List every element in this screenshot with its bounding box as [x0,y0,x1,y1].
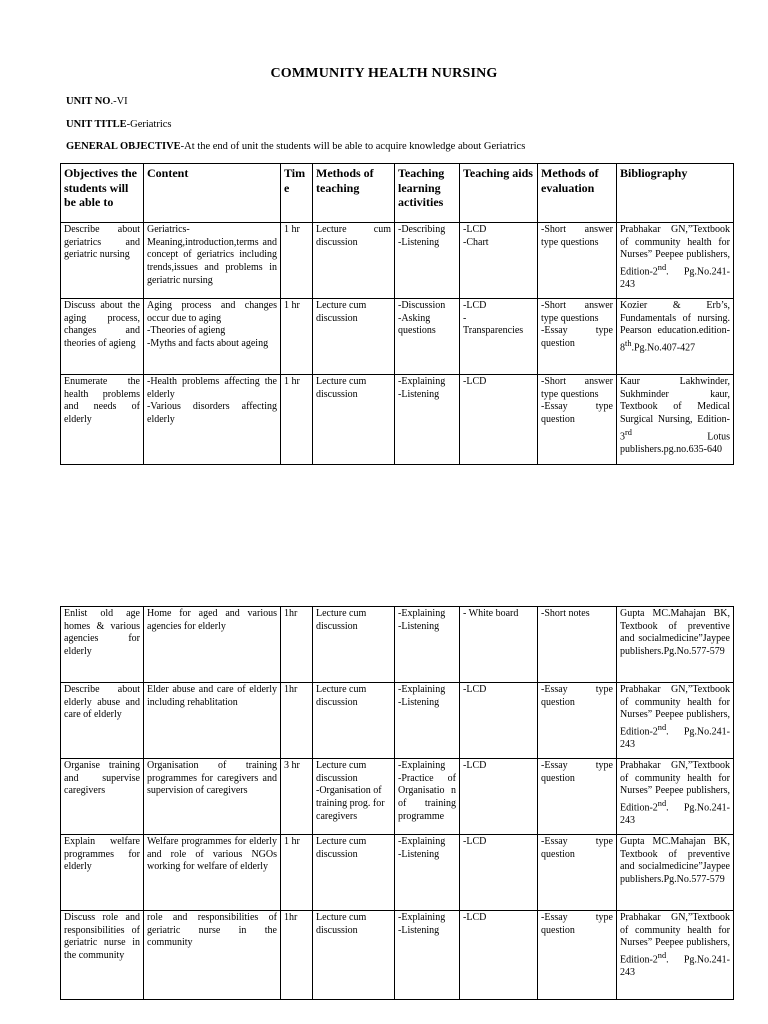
objective-cell: Discuss about the aging process, changes and theories of agieng [61,299,144,375]
activities-cell: -Describing -Listening [395,223,460,299]
header-bibliography: Bibliography [617,164,734,223]
time-cell: 1 hr [281,375,313,465]
header-content: Content [144,164,281,223]
evaluation-cell: -Essay type question [538,911,617,1000]
objective-cell: Organise training and supervise caregivers [61,759,144,835]
bibliography-cell: Prabhakar GN,”Textbook of community health for Nurses” Peepee publishers, Edition-2nd. Pg.No.241-243 [617,683,734,759]
time-cell: 1 hr [281,223,313,299]
activities-cell: -Explaining -Listening [395,911,460,1000]
method-cell: Lecture cum discussion [313,375,395,465]
activities-cell: -Explaining -Practice of Organisatio n of training programme [395,759,460,835]
header-methods-teaching: Methods of teaching [313,164,395,223]
aids-cell: -LCD -Chart [460,223,538,299]
activities-cell: -Explaining -Listening [395,607,460,683]
header-objectives: Objectives the students will be able to [61,164,144,223]
content-cell: Aging process and changes occur due to aging -Theories of agieng -Myths and facts about ageing [144,299,281,375]
header-teaching-aids: Teaching aids [460,164,538,223]
objective-cell: Describe about elderly abuse and care of elderly [61,683,144,759]
unit-title: UNIT TITLE-Geriatrics [66,119,172,130]
time-cell: 1hr [281,607,313,683]
activities-cell: -Explaining -Listening [395,683,460,759]
time-cell: 1hr [281,683,313,759]
evaluation-cell: -Short answer type questions [538,223,617,299]
lesson-plan-table-top [60,163,734,465]
evaluation-cell: -Short notes [538,607,617,683]
method-cell: Lecture cum discussion [313,607,395,683]
content-cell: Organisation of training programmes for caregivers and supervision of caregivers [144,759,281,835]
objective-cell: Enlist old age homes & various agencies for elderly [61,607,144,683]
table-row [61,759,734,835]
evaluation-cell: -Essay type question [538,759,617,835]
aids-cell: -LCD [460,911,538,1000]
activities-cell: -Explaining -Listening [395,835,460,911]
table-row [61,607,734,683]
time-cell: 1 hr [281,835,313,911]
method-cell: Lecture cum discussion -Organisation of training prog. for caregivers [313,759,395,835]
page-title: COMMUNITY HEALTH NURSING [270,66,498,81]
objective-cell: Discuss role and responsibilities of geriatric nurse in the community [61,911,144,1000]
bibliography-cell: Gupta MC.Mahajan BK, Textbook of preventive and socialmedicine”Jaypee publishers.Pg.No.577-579 [617,835,734,911]
time-cell: 1 hr [281,299,313,375]
aids-cell: -LCD [460,683,538,759]
table-row [61,911,734,1000]
objective-cell: Enumerate the health problems and needs of elderly [61,375,144,465]
aids-cell: -LCD [460,375,538,465]
method-cell: Lecture cum discussion [313,683,395,759]
method-cell: Lecture cum discussion [313,911,395,1000]
aids-cell: -LCD - Transparencies [460,299,538,375]
lesson-plan-table-bottom [60,606,734,1000]
objective-cell: Describe about geriatrics and geriatric nursing [61,223,144,299]
table-row [61,299,734,375]
table-row [61,835,734,911]
aids-cell: -LCD [460,759,538,835]
bibliography-cell: Prabhakar GN,”Textbook of community health for Nurses” Peepee publishers, Edition-2nd. Pg.No.241-243 [617,759,734,835]
bibliography-cell: Kaur Lakhwinder, Sukhminder kaur, Textbook of Medical Surgical Nursing, Edition-3rd Lotus publishers.pg.no.635-640 [617,375,734,465]
evaluation-cell: -Essay type question [538,683,617,759]
bibliography-cell: Prabhakar GN,”Textbook of community health for Nurses” Peepee publishers, Edition-2nd. Pg.No.241-243 [617,911,734,1000]
method-cell: Lecture cum discussion [313,835,395,911]
method-cell: Lecture cum discussion [313,223,395,299]
header-methods-evaluation: Methods of evaluation [538,164,617,223]
bibliography-cell: Kozier & Erb’s, Fundamentals of nursing. Pearson education.edition-8th.Pg.No.407-427 [617,299,734,375]
table-row [61,375,734,465]
bibliography-cell: Gupta MC.Mahajan BK, Textbook of preventive and socialmedicine”Jaypee publishers.Pg.No.577-579 [617,607,734,683]
content-cell: Geriatrics-Meaning,introduction,terms and concept of geriatrics including trends,issues and problems in geriatric nursing [144,223,281,299]
table-row [61,683,734,759]
time-cell: 3 hr [281,759,313,835]
content-cell: -Health problems affecting the elderly -Various disorders affecting elderly [144,375,281,465]
content-cell: Home for aged and various agencies for elderly [144,607,281,683]
objective-cell: Explain welfare programmes for elderly [61,835,144,911]
unit-no: UNIT NO.-VI [66,96,128,107]
method-cell: Lecture cum discussion [313,299,395,375]
content-cell: Welfare programmes for elderly and role of various NGOs working for welfare of elderly [144,835,281,911]
table-row [61,223,734,299]
table-header-row [61,164,734,223]
time-cell: 1hr [281,911,313,1000]
header-time: Tim e [281,164,313,223]
activities-cell: -Explaining -Listening [395,375,460,465]
aids-cell: - White board [460,607,538,683]
evaluation-cell: -Essay type question [538,835,617,911]
content-cell: Elder abuse and care of elderly including rehablitation [144,683,281,759]
general-objective: GENERAL OBJECTIVE-At the end of unit the students will be able to acquire knowledge about Geriatrics [66,141,526,152]
aids-cell: -LCD [460,835,538,911]
content-cell: role and responsibilities of geriatric nurse in the community [144,911,281,1000]
bibliography-cell: Prabhakar GN,”Textbook of community health for Nurses” Peepee publishers, Edition-2nd. Pg.No.241-243 [617,223,734,299]
activities-cell: -Discussion -Asking questions [395,299,460,375]
evaluation-cell: -Short answer type questions -Essay type question [538,299,617,375]
header-teaching-learning: Teaching learning activities [395,164,460,223]
evaluation-cell: -Short answer type questions -Essay type question [538,375,617,465]
